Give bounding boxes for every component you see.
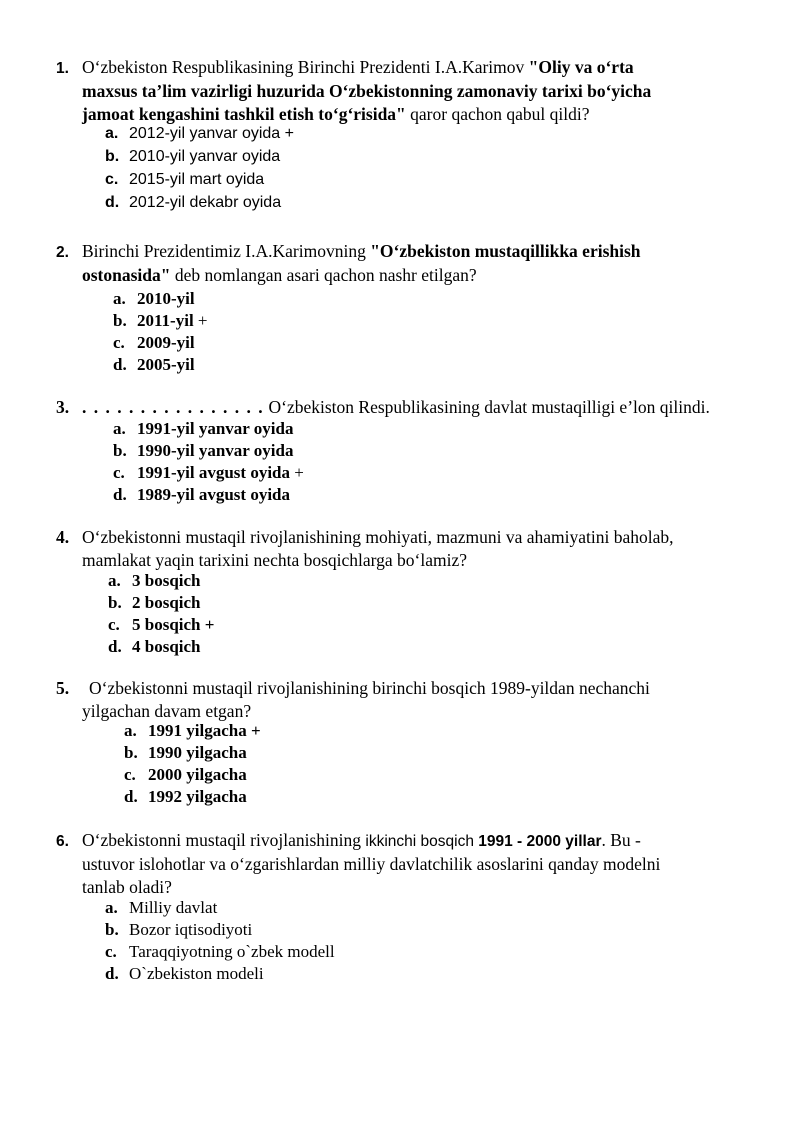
option-letter: b.: [105, 148, 120, 165]
option-d: [108, 636, 214, 658]
option-a: [124, 720, 261, 742]
blank-dots: . . . . . . . . . . . . . . . .: [82, 397, 265, 417]
question-number: 2.: [56, 244, 69, 261]
option-letter: d.: [105, 964, 119, 983]
option-d: [113, 484, 304, 506]
option-c: [105, 168, 294, 191]
option-letter: a.: [113, 289, 126, 308]
option-letter: a.: [105, 125, 119, 142]
question-6: [56, 829, 724, 899]
question-text: O‘zbekistonni mustaqil rivojlanishining: [82, 830, 366, 850]
question-text: O‘zbekiston Respublikasining Birinchi Prezidenti I.A.Karimov: [82, 57, 529, 77]
option-c: [108, 614, 214, 636]
question-title-bold: 1991 - 2000 yillar: [478, 833, 602, 850]
option-d: [113, 354, 208, 376]
question-1-line-2: maxsus ta’lim vazirligi huzurida O‘zbekistonning zamonaviy tarixi bo‘yicha: [82, 81, 652, 101]
option-text: 2015-yil mart oyida: [129, 171, 265, 188]
question-1-options: [105, 122, 294, 214]
option-text: 2000 yilgacha: [148, 765, 247, 784]
question-text-sans: ikkinchi bosqich: [365, 833, 479, 850]
question-5: [56, 677, 724, 723]
option-d: [124, 786, 261, 808]
option-letter: b.: [113, 311, 127, 330]
option-text: 1989-yil avgust oyida: [137, 485, 291, 504]
question-6-line-1: [56, 829, 724, 853]
question-number: 6.: [56, 833, 69, 850]
correct-marker: +: [246, 721, 261, 740]
option-letter: d.: [105, 194, 120, 211]
question-4-line-2: mamlakat yaqin tarixini nechta bosqichlarga bo‘lamiz?: [82, 550, 468, 570]
option-d: [105, 963, 335, 985]
option-text: 1991 yilgacha: [148, 721, 247, 740]
question-4-line-1: [56, 526, 724, 549]
option-letter: a.: [124, 721, 137, 740]
option-text: 2011-yil: [137, 311, 194, 330]
option-letter: c.: [113, 463, 125, 482]
question-6-line-2: ustuvor islohotlar va o‘zgarishlardan milliy davlatchilik asoslarini qanday modelni: [82, 854, 661, 874]
option-b: [113, 440, 304, 462]
question-2-line-1: [56, 240, 724, 264]
question-number: 3.: [56, 397, 70, 417]
option-letter: c.: [113, 333, 125, 352]
option-b: [113, 310, 208, 332]
option-a: [113, 288, 208, 310]
option-a: [108, 570, 214, 592]
correct-marker: +: [193, 311, 208, 330]
option-text: O`zbekiston modeli: [129, 964, 264, 983]
question-title-bold: jamoat kengashini tashkil etish to‘g‘risida": [82, 104, 406, 124]
option-b: [108, 592, 214, 614]
option-letter: a.: [113, 419, 126, 438]
question-2-line-2: [56, 264, 724, 287]
option-letter: c.: [105, 942, 117, 961]
option-a: [113, 418, 304, 440]
option-letter: a.: [108, 571, 121, 590]
question-3: [56, 396, 724, 419]
question-text: O‘zbekistonni mustaqil rivojlanishining mohiyati, mazmuni va ahamiyatini baholab,: [82, 527, 674, 547]
question-title-bold: "O‘zbekiston mustaqillikka erishish: [370, 241, 641, 261]
option-text: Milliy davlat: [129, 898, 218, 917]
question-4-options: [108, 570, 214, 658]
option-letter: b.: [108, 593, 122, 612]
option-letter: b.: [113, 441, 127, 460]
option-b: [105, 145, 294, 168]
option-c: [113, 462, 304, 484]
question-text: . Bu -: [601, 830, 641, 850]
question-6-options: [105, 897, 335, 985]
option-letter: d.: [113, 355, 127, 374]
option-b: [105, 919, 335, 941]
option-text: Taraqqiyotning o`zbek modell: [129, 942, 335, 961]
option-letter: d.: [108, 637, 122, 656]
option-text: 2009-yil: [137, 333, 195, 352]
question-4: [56, 526, 724, 572]
correct-marker: +: [290, 463, 304, 482]
question-3-options: [113, 418, 304, 506]
option-text: 2 bosqich: [132, 593, 201, 612]
option-text: 3 bosqich: [132, 571, 201, 590]
question-5-options: [124, 720, 261, 808]
option-letter: d.: [124, 787, 138, 806]
option-c: [124, 764, 261, 786]
option-text: 1991-yil avgust oyida: [137, 463, 291, 482]
question-1: [56, 56, 724, 126]
question-5-line-2: yilgachan davam etgan?: [82, 701, 252, 721]
question-2-options: [113, 288, 208, 376]
option-text: 5 bosqich: [132, 615, 201, 634]
option-text: 4 bosqich: [132, 637, 201, 656]
question-6-line-3: tanlab oladi?: [82, 877, 172, 897]
option-text: 2010-yil yanvar oyida: [129, 148, 281, 165]
question-text: O‘zbekistonni mustaqil rivojlanishining birinchi bosqich 1989-yildan nechanchi: [89, 678, 650, 698]
question-1-line-1: [56, 56, 724, 80]
option-text: Bozor iqtisodiyoti: [129, 920, 253, 939]
question-number: 4.: [56, 527, 70, 547]
option-letter: c.: [105, 171, 119, 188]
option-text: 2012-yil dekabr oyida: [129, 194, 282, 211]
option-text: 1990-yil yanvar oyida: [137, 441, 294, 460]
option-text: 1990 yilgacha: [148, 743, 247, 762]
question-3-line-1: [56, 396, 724, 419]
option-text: 2012-yil yanvar oyida +: [129, 125, 294, 142]
question-number: 1.: [56, 60, 69, 77]
option-letter: b.: [124, 743, 138, 762]
question-text: deb nomlangan asari qachon nashr etilgan?: [170, 265, 477, 285]
question-text: O‘zbekiston Respublikasining davlat mustaqilligi e’lon qilindi.: [264, 397, 710, 417]
question-text: Birinchi Prezidentimiz I.A.Karimovning: [82, 241, 371, 261]
question-title-bold: ostonasida": [82, 265, 171, 285]
option-text: 2005-yil: [137, 355, 195, 374]
question-2: [56, 240, 724, 287]
question-5-line-1: [56, 677, 724, 700]
option-letter: c.: [124, 765, 136, 784]
option-letter: c.: [108, 615, 120, 634]
option-b: [124, 742, 261, 764]
option-a: [105, 122, 294, 145]
option-text: 1991-yil yanvar oyida: [137, 419, 294, 438]
option-c: [105, 941, 335, 963]
option-c: [113, 332, 208, 354]
option-a: [105, 897, 335, 919]
option-letter: a.: [105, 898, 118, 917]
option-text: 2010-yil: [137, 289, 195, 308]
option-text: 1992 yilgacha: [148, 787, 247, 806]
option-d: [105, 191, 294, 214]
question-number: 5.: [56, 678, 70, 698]
option-letter: b.: [105, 920, 119, 939]
option-letter: d.: [113, 485, 127, 504]
correct-marker: +: [200, 615, 215, 634]
question-text: qaror qachon qabul qildi?: [405, 104, 590, 124]
question-title-bold: "Oliy va o‘rta: [528, 57, 634, 77]
